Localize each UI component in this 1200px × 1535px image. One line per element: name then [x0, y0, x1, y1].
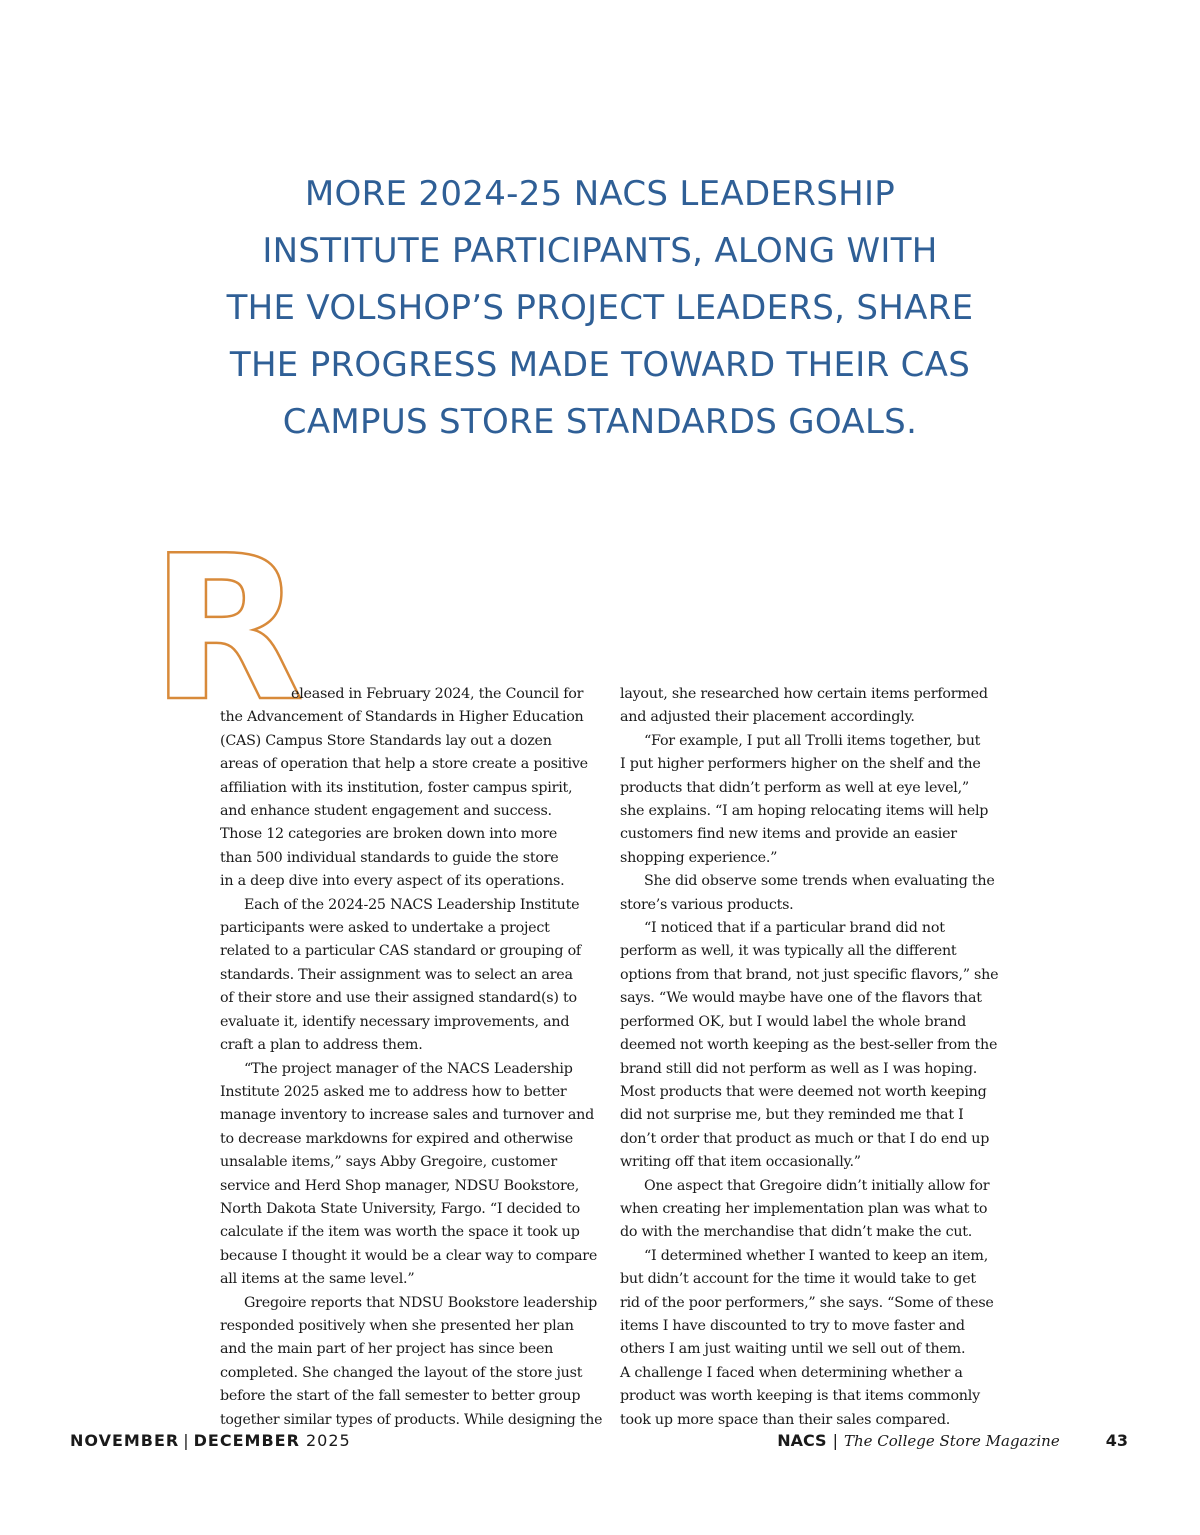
text-line: perform as well, it was typically all the different: [620, 943, 957, 960]
text-line: in a deep dive into every aspect of its operations.: [220, 873, 565, 890]
text-line: options from that brand, not just specific flavors,” she: [620, 966, 999, 983]
text-line: (CAS) Campus Store Standards lay out a dozen: [220, 732, 552, 749]
text-line: standards. Their assignment was to select an area: [220, 966, 573, 983]
page-number: 43: [1105, 1431, 1128, 1450]
text-line: Most products that were deemed not worth keeping: [620, 1083, 987, 1100]
text-line: customers find new items and provide an easier: [620, 826, 957, 843]
article-column-left: [220, 683, 602, 1432]
issue-separator: |: [183, 1431, 190, 1450]
text-line: others I am just waiting until we sell out of them.: [620, 1341, 966, 1358]
issue-year: 2025: [305, 1431, 351, 1450]
text-line: and adjusted their placement accordingly.: [620, 709, 915, 726]
text-line: before the start of the fall semester to better group: [220, 1388, 581, 1405]
text-line: products that didn’t perform as well at eye level,”: [620, 779, 969, 796]
article-column-right: [620, 683, 1002, 1432]
text-line: rid of the poor performers,” she says. “Some of these: [620, 1294, 994, 1311]
text-line: unsalable items,” says Abby Gregoire, customer: [220, 1154, 557, 1171]
text-line: and enhance student engagement and success.: [220, 803, 552, 820]
text-line: but didn’t account for the time it would take to get: [620, 1271, 976, 1288]
text-line: than 500 individual standards to guide the store: [220, 849, 559, 866]
text-line: together similar types of products. While designing the: [220, 1411, 603, 1428]
issue-month-1: NOVEMBER: [70, 1431, 180, 1450]
issue-month-2: DECEMBER: [193, 1431, 300, 1450]
text-line: says. “We would maybe have one of the flavors that: [620, 990, 982, 1007]
text-line: Gregoire reports that NDSU Bookstore leadership: [244, 1294, 597, 1311]
text-line: don’t order that product as much or that I do end up: [620, 1130, 990, 1147]
text-line: affiliation with its institution, foster campus spirit,: [220, 779, 573, 796]
headline-line: THE VOLSHOP’S PROJECT LEADERS, SHARE: [226, 288, 974, 328]
text-line: “I noticed that if a particular brand did not: [644, 920, 945, 937]
publisher-name: NACS: [777, 1431, 827, 1450]
text-line: do with the merchandise that didn’t make the cut.: [620, 1224, 973, 1241]
headline-line: INSTITUTE PARTICIPANTS, ALONG WITH: [262, 231, 938, 271]
headline-line: CAMPUS STORE STANDARDS GOALS.: [282, 402, 918, 442]
text-line: North Dakota State University, Fargo. “I decided to: [220, 1200, 580, 1217]
text-line: because I thought it would be a clear way to compare: [220, 1247, 598, 1264]
text-line: deemed not worth keeping as the best-seller from the: [620, 1037, 998, 1054]
headline-line: MORE 2024-25 NACS LEADERSHIP: [304, 174, 896, 214]
text-line: service and Herd Shop manager, NDSU Bookstore,: [220, 1177, 580, 1194]
text-line: to decrease markdowns for expired and otherwise: [220, 1130, 574, 1147]
text-line: participants were asked to undertake a project: [220, 920, 550, 937]
text-line: took up more space than their sales compared.: [620, 1411, 951, 1428]
text-line: manage inventory to increase sales and turnover and: [220, 1107, 595, 1124]
text-line: did not surprise me, but they reminded me that I: [620, 1107, 964, 1124]
text-line: I put higher performers higher on the shelf and the: [620, 756, 981, 773]
text-line: performed OK, but I would label the whole brand: [620, 1013, 967, 1030]
text-line: Each of the 2024-25 NACS Leadership Institute: [244, 896, 580, 913]
text-line: “For example, I put all Trolli items together, but: [644, 732, 981, 749]
text-line: when creating her implementation plan was what to: [620, 1200, 988, 1217]
text-line: One aspect that Gregoire didn’t initially allow for: [644, 1177, 990, 1194]
text-line: items I have discounted to try to move faster and: [620, 1317, 965, 1334]
publication-info: [777, 1431, 1128, 1450]
text-line: product was worth keeping is that items commonly: [620, 1388, 980, 1405]
text-line: of their store and use their assigned standard(s) to: [220, 990, 577, 1007]
text-line: “The project manager of the NACS Leadership: [244, 1060, 573, 1077]
publication-separator: |: [832, 1431, 838, 1450]
text-line: completed. She changed the layout of the store just: [220, 1364, 583, 1381]
text-line: eleased in February 2024, the Council for: [291, 686, 584, 702]
page-footer: [70, 1431, 1128, 1455]
text-line: craft a plan to address them.: [220, 1037, 423, 1054]
article-headline: [150, 166, 1050, 451]
text-line: shopping experience.”: [620, 849, 778, 866]
text-line: all items at the same level.”: [220, 1271, 415, 1288]
text-line: evaluate it, identify necessary improvements, and: [220, 1013, 570, 1030]
text-line: responded positively when she presented her plan: [220, 1317, 574, 1334]
text-line: “I determined whether I wanted to keep an item,: [644, 1247, 988, 1264]
text-line: A challenge I faced when determining whether a: [620, 1364, 963, 1381]
text-line: Those 12 categories are broken down into more: [220, 826, 558, 843]
magazine-title: The College Store Magazine: [843, 1432, 1060, 1450]
text-line: store’s various products.: [620, 896, 794, 913]
text-line: She did observe some trends when evaluating the: [644, 873, 995, 890]
issue-date: [70, 1431, 351, 1450]
text-line: she explains. “I am hoping relocating items will help: [620, 803, 989, 820]
text-line: brand still did not perform as well as I was hoping.: [620, 1060, 978, 1077]
text-line: Institute 2025 asked me to address how to better: [220, 1083, 567, 1100]
text-line: writing off that item occasionally.”: [620, 1154, 861, 1171]
text-line: related to a particular CAS standard or grouping of: [220, 943, 581, 960]
headline-line: THE PROGRESS MADE TOWARD THEIR CAS: [229, 345, 971, 385]
text-line: the Advancement of Standards in Higher Education: [220, 709, 584, 726]
text-line: areas of operation that help a store create a positive: [220, 756, 588, 773]
text-line: layout, she researched how certain items performed: [620, 686, 988, 702]
text-line: and the main part of her project has since been: [220, 1341, 554, 1358]
drop-cap: R: [150, 513, 305, 746]
text-line: calculate if the item was worth the space it took up: [220, 1224, 580, 1241]
